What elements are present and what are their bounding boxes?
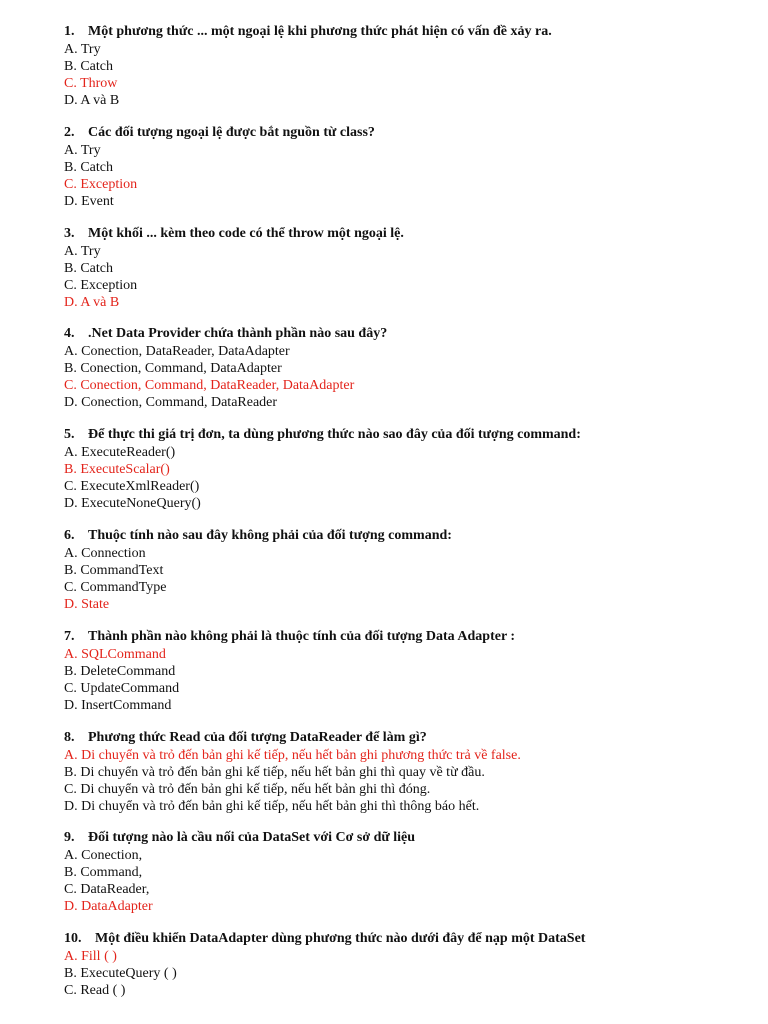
question-number: 5. [64, 427, 75, 442]
answer-option: A. Try [64, 244, 101, 259]
answer-option: A. Try [64, 143, 101, 158]
question-title [64, 729, 744, 746]
question-text: Các đối tượng ngoại lệ được bắt nguồn từ class? [88, 125, 375, 140]
question-block [64, 325, 744, 411]
answer-option: A. Conection, [64, 848, 143, 863]
answer-option: B. Di chuyển và trỏ đến bản ghi kế tiếp, nếu hết bản ghi thì quay về từ đầu. [64, 765, 485, 780]
answer-option: A. ExecuteReader() [64, 445, 176, 460]
question-number: 10. [64, 931, 82, 946]
answer-option-correct: C. Throw [64, 76, 118, 91]
answer-option-correct: C. Conection, Command, DataReader, DataAdapter [64, 378, 355, 393]
answer-option: B. CommandText [64, 563, 164, 578]
answer-option: A. Connection [64, 546, 146, 561]
answer-option: D. ExecuteNoneQuery() [64, 496, 201, 511]
question-title [64, 225, 744, 242]
answer-option: D. Event [64, 194, 114, 209]
answer-option-correct: A. SQLCommand [64, 647, 166, 662]
answer-option-correct: B. ExecuteScalar() [64, 462, 170, 477]
question-block [64, 930, 744, 999]
answer-option: B. Catch [64, 261, 113, 276]
question-block [64, 628, 744, 714]
question-block [64, 225, 744, 311]
question-title [64, 628, 744, 645]
question-number: 3. [64, 226, 75, 241]
answer-option: C. Read ( ) [64, 983, 126, 998]
question-block [64, 124, 744, 210]
answer-option: C. ExecuteXmlReader() [64, 479, 200, 494]
answer-option: D. Conection, Command, DataReader [64, 395, 278, 410]
question-text: Phương thức Read của đối tượng DataReader để làm gì? [88, 730, 427, 745]
question-title [64, 23, 744, 40]
answer-option: A. Conection, DataReader, DataAdapter [64, 344, 290, 359]
question-text: .Net Data Provider chứa thành phần nào sau đây? [88, 326, 388, 341]
question-title [64, 426, 744, 443]
answer-option: D. Di chuyển và trỏ đến bản ghi kế tiếp, nếu hết bản ghi thì thông báo hết. [64, 799, 480, 814]
answer-option: C. Di chuyển và trỏ đến bản ghi kế tiếp, nếu hết bản ghi thì đóng. [64, 782, 431, 797]
question-text: Thuộc tính nào sau đây không phải của đối tượng command: [88, 528, 452, 543]
question-block [64, 426, 744, 512]
question-number: 8. [64, 730, 75, 745]
question-title [64, 930, 744, 947]
question-block [64, 527, 744, 613]
answer-option: C. CommandType [64, 580, 167, 595]
answer-option: D. InsertCommand [64, 698, 172, 713]
question-block [64, 829, 744, 915]
answer-option: C. DataReader, [64, 882, 150, 897]
question-text: Để thực thi giá trị đơn, ta dùng phương thức nào sao đây của đối tượng command: [88, 427, 581, 442]
answer-option: B. Conection, Command, DataAdapter [64, 361, 282, 376]
question-number: 9. [64, 830, 75, 845]
question-number: 2. [64, 125, 75, 140]
question-text: Thành phần nào không phải là thuộc tính của đối tượng Data Adapter : [88, 629, 516, 644]
answer-option: B. Catch [64, 59, 113, 74]
question-number: 4. [64, 326, 75, 341]
answer-option: C. Exception [64, 278, 138, 293]
question-number: 6. [64, 528, 75, 543]
answer-option: B. Command, [64, 865, 143, 880]
answer-option-correct: A. Di chuyển và trỏ đến bản ghi kế tiếp, nếu hết bản ghi phương thức trả về false. [64, 748, 521, 763]
answer-option-correct: D. DataAdapter [64, 899, 153, 914]
question-text: Một điều khiển DataAdapter dùng phương thức nào dưới đây để nạp một DataSet [95, 931, 586, 946]
answer-option-correct: D. A và B [64, 295, 120, 310]
question-block [64, 729, 744, 815]
question-text: Một phương thức ... một ngoại lệ khi phương thức phát hiện có vấn đề xảy ra. [88, 24, 552, 39]
question-block [64, 23, 744, 109]
question-text: Một khối ... kèm theo code có thể throw một ngoại lệ. [88, 226, 404, 241]
question-number: 7. [64, 629, 75, 644]
answer-option: C. UpdateCommand [64, 681, 180, 696]
question-title [64, 527, 744, 544]
answer-option: B. Catch [64, 160, 113, 175]
answer-option: D. A và B [64, 93, 120, 108]
question-text: Đối tượng nào là cầu nối của DataSet với Cơ sở dữ liệu [88, 830, 416, 845]
answer-option-correct: C. Exception [64, 177, 138, 192]
answer-option: A. Try [64, 42, 101, 57]
question-title [64, 829, 744, 846]
question-number: 1. [64, 24, 75, 39]
answer-option-correct: D. State [64, 597, 110, 612]
answer-option: B. DeleteCommand [64, 664, 176, 679]
question-title [64, 124, 744, 141]
answer-option: B. ExecuteQuery ( ) [64, 966, 177, 981]
question-title [64, 325, 744, 342]
answer-option-correct: A. Fill ( ) [64, 949, 117, 964]
